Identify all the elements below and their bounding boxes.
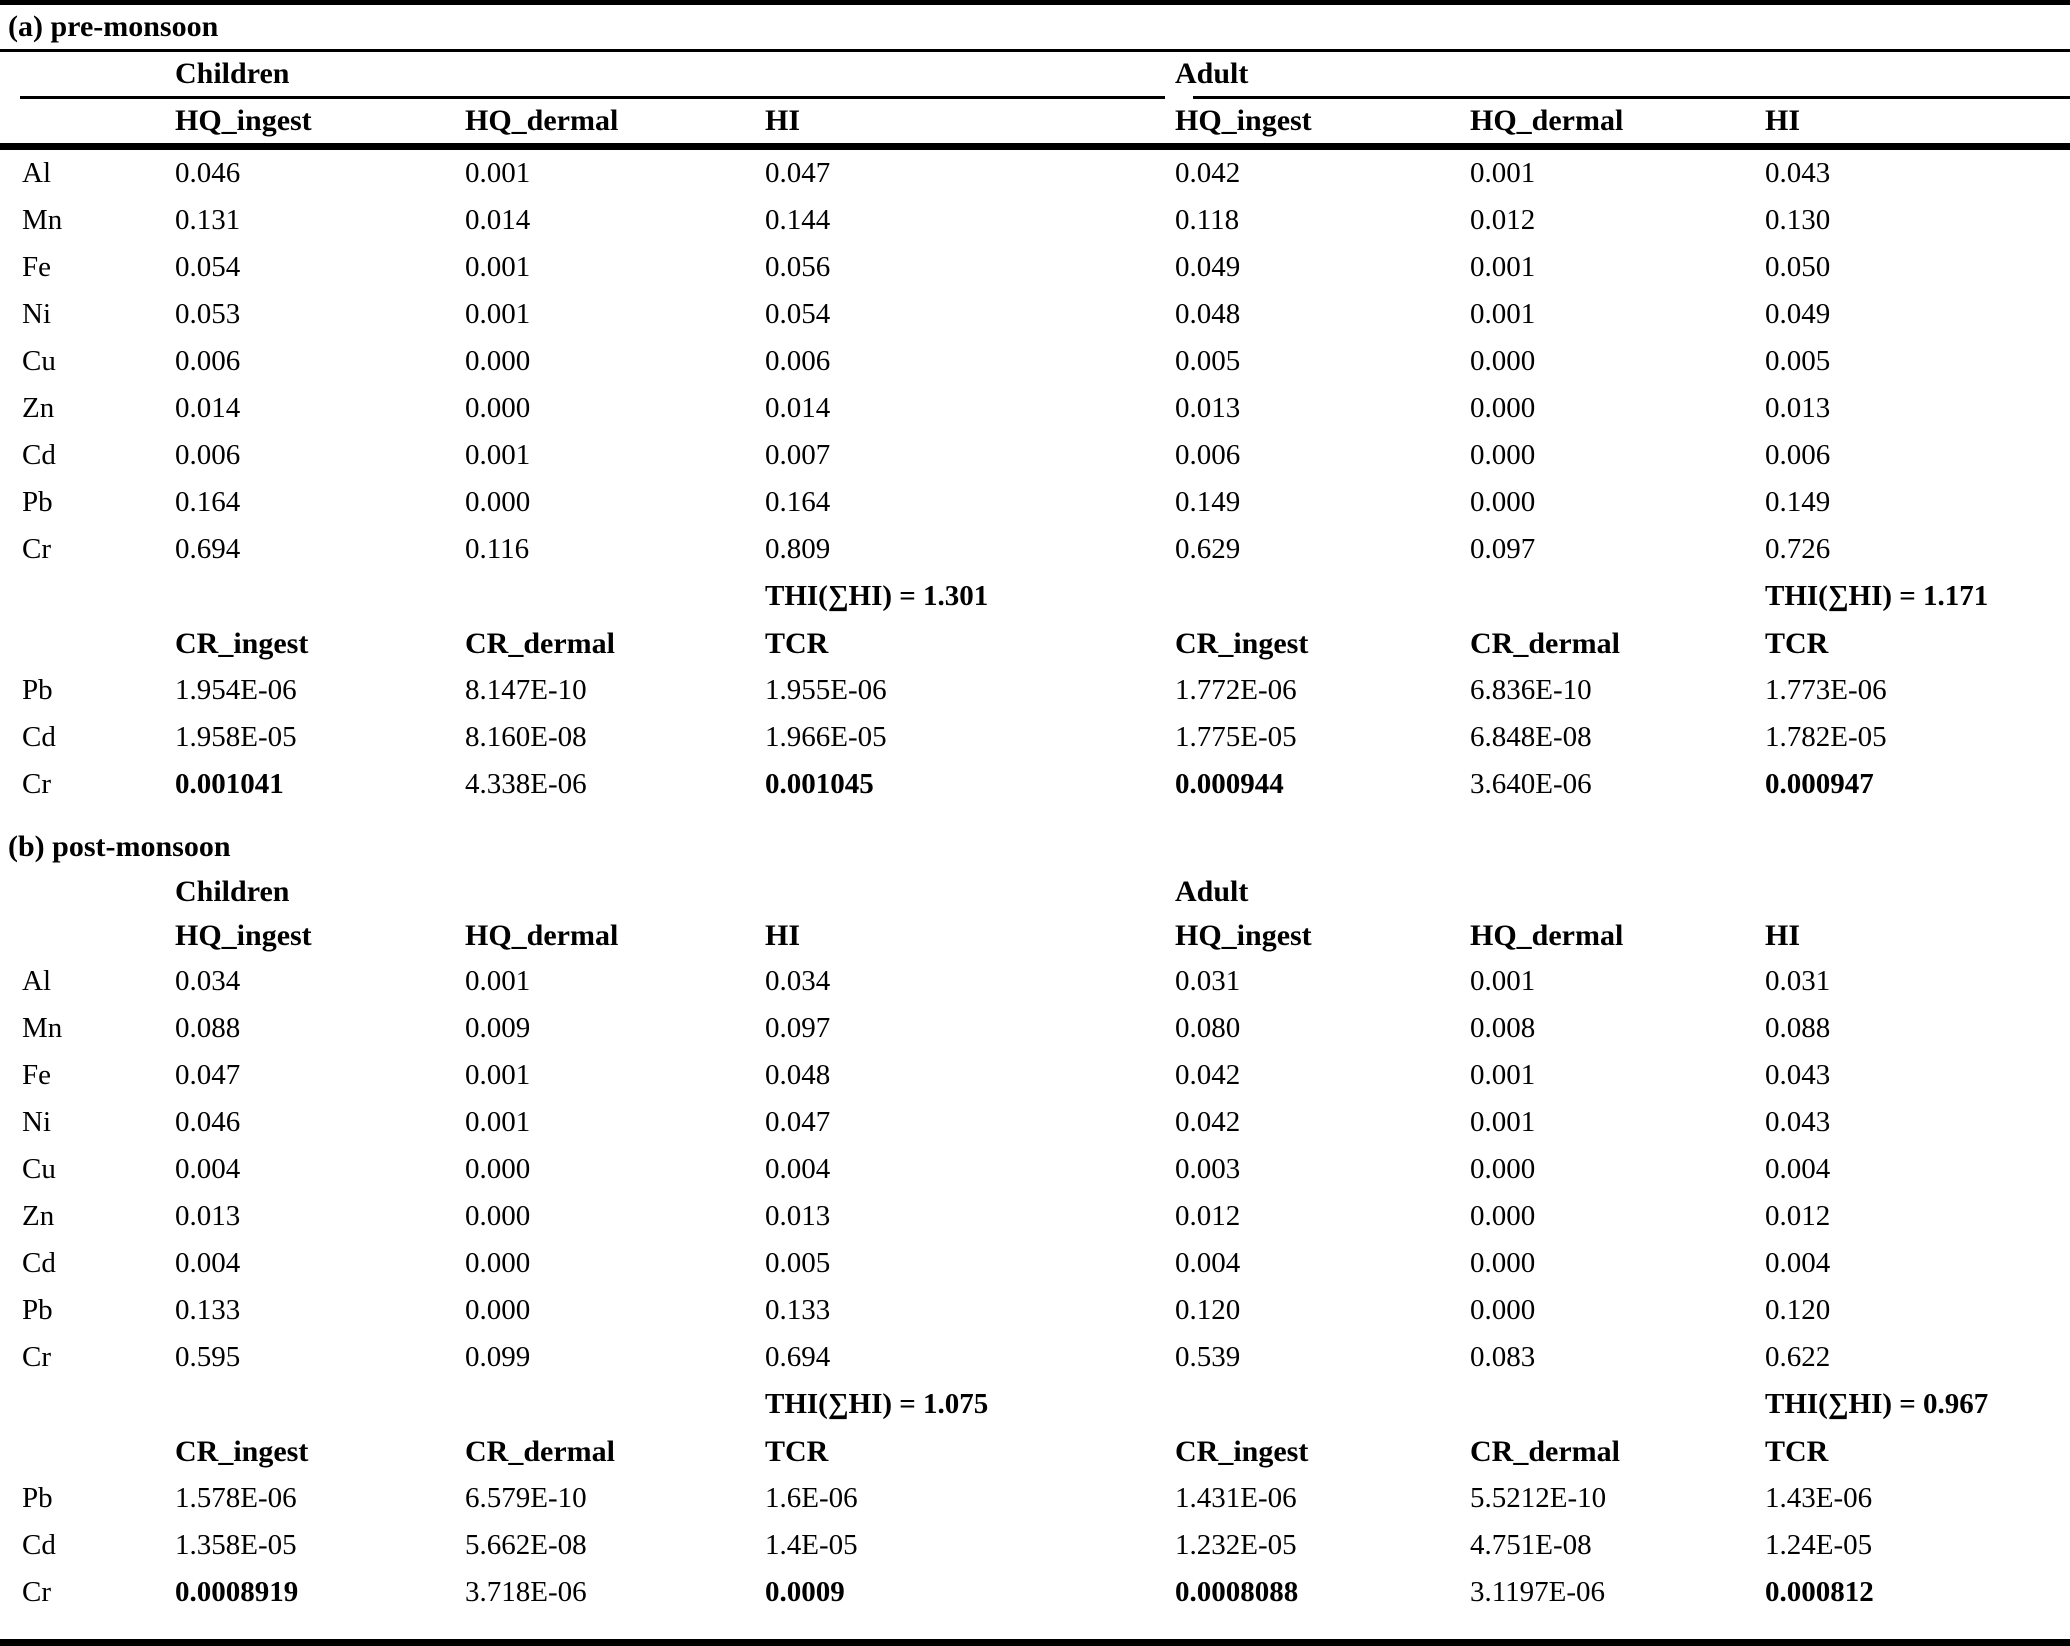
value-cell: 4.338E-06 — [465, 768, 587, 800]
value-cell: 0.000812 — [1765, 1576, 1874, 1608]
element-label: Al — [22, 157, 51, 189]
section-b-cr-rows — [0, 1475, 2070, 1616]
value-cell: 0.049 — [1765, 298, 1831, 330]
value-cell: 0.120 — [1765, 1294, 1831, 1326]
value-cell: 0.116 — [465, 533, 530, 565]
element-label: Cu — [22, 345, 56, 377]
adult-group-label: Adult — [1175, 875, 1249, 908]
column-header: TCR — [765, 627, 829, 660]
element-label: Cr — [22, 1576, 51, 1608]
table-row — [0, 1475, 2070, 1522]
value-cell: 1.358E-05 — [175, 1529, 297, 1561]
children-spanner-rule — [20, 96, 1165, 99]
value-cell: 0.053 — [175, 298, 241, 330]
value-cell: 0.726 — [1765, 533, 1831, 565]
value-cell: 0.000 — [1470, 1294, 1536, 1326]
value-cell: 0.004 — [175, 1247, 241, 1279]
value-cell: 1.955E-06 — [765, 674, 887, 706]
group-spanner-rules — [0, 96, 2070, 99]
value-cell: 1.782E-05 — [1765, 721, 1887, 753]
value-cell: 0.001 — [465, 965, 531, 997]
element-label: Fe — [22, 251, 51, 283]
column-header: HQ_ingest — [1175, 919, 1312, 952]
value-cell: 0.031 — [1175, 965, 1241, 997]
value-cell: 0.088 — [175, 1012, 241, 1044]
section-b-hq-rows — [0, 958, 2070, 1381]
column-header: HQ_dermal — [1470, 919, 1624, 952]
element-label: Ni — [22, 1106, 51, 1138]
value-cell: 0.048 — [1175, 298, 1241, 330]
table-row — [0, 958, 2070, 1005]
value-cell: 0.000 — [465, 1247, 531, 1279]
value-cell: 6.836E-10 — [1470, 674, 1592, 706]
value-cell: 0.004 — [175, 1153, 241, 1185]
element-label: Cu — [22, 1153, 56, 1185]
value-cell: 0.005 — [1765, 345, 1831, 377]
value-cell: 0.000 — [1470, 1247, 1536, 1279]
value-cell: 0.809 — [765, 533, 831, 565]
value-cell: 0.539 — [1175, 1341, 1241, 1373]
value-cell: 0.013 — [175, 1200, 241, 1232]
value-cell: 0.130 — [1765, 204, 1831, 236]
section-b-group-header-row — [0, 870, 2070, 914]
element-label: Pb — [22, 1482, 53, 1514]
table-row — [0, 1193, 2070, 1240]
column-header: CR_ingest — [175, 1435, 309, 1468]
value-cell: 1.775E-05 — [1175, 721, 1297, 753]
column-header: CR_dermal — [465, 1435, 615, 1468]
value-cell: 0.006 — [1765, 439, 1831, 471]
column-header: CR_dermal — [465, 627, 615, 660]
column-header: HQ_dermal — [465, 104, 619, 137]
value-cell: 0.005 — [765, 1247, 831, 1279]
value-cell: 5.5212E-10 — [1470, 1482, 1607, 1514]
column-header: HI — [1765, 919, 1801, 952]
value-cell: 0.629 — [1175, 533, 1241, 565]
value-cell: 1.966E-05 — [765, 721, 887, 753]
value-cell: 0.000 — [465, 1200, 531, 1232]
value-cell: 0.043 — [1765, 1059, 1831, 1091]
value-cell: 0.046 — [175, 157, 241, 189]
table-row — [0, 1240, 2070, 1287]
children-group-label: Children — [175, 875, 290, 908]
element-label: Cr — [22, 533, 51, 565]
value-cell: 3.640E-06 — [1470, 768, 1592, 800]
value-cell: 0.097 — [765, 1012, 831, 1044]
value-cell: 0.080 — [1175, 1012, 1241, 1044]
value-cell: 0.012 — [1470, 204, 1536, 236]
table-row — [0, 385, 2070, 432]
column-header: CR_dermal — [1470, 1435, 1620, 1468]
value-cell: 0.0008088 — [1175, 1576, 1299, 1608]
column-header: HI — [765, 104, 801, 137]
thi-adult-value: THI(∑HI) = 1.171 — [1765, 580, 1989, 612]
value-cell: 1.954E-06 — [175, 674, 297, 706]
section-a-hq-rows — [0, 150, 2070, 573]
value-cell: 0.013 — [1175, 392, 1241, 424]
value-cell: 5.662E-08 — [465, 1529, 587, 1561]
section-a-group-header-row — [0, 52, 2070, 96]
value-cell: 0.049 — [1175, 251, 1241, 283]
value-cell: 0.043 — [1765, 1106, 1831, 1138]
section-b-hq-header-row — [0, 914, 2070, 958]
column-header: HQ_ingest — [175, 919, 312, 952]
value-cell: 0.000 — [1470, 1153, 1536, 1185]
element-label: Mn — [22, 1012, 63, 1044]
value-cell: 0.014 — [765, 392, 831, 424]
value-cell: 0.007 — [765, 439, 831, 471]
value-cell: 0.000 — [1470, 486, 1536, 518]
column-header: HQ_ingest — [1175, 104, 1312, 137]
element-label: Cd — [22, 439, 56, 471]
value-cell: 0.622 — [1765, 1341, 1831, 1373]
table-row — [0, 714, 2070, 761]
column-header: TCR — [1765, 627, 1829, 660]
table-row — [0, 1287, 2070, 1334]
column-header: CR_dermal — [1470, 627, 1620, 660]
table-row — [0, 526, 2070, 573]
element-label: Fe — [22, 1059, 51, 1091]
value-cell: 0.133 — [765, 1294, 831, 1326]
value-cell: 1.958E-05 — [175, 721, 297, 753]
value-cell: 0.047 — [765, 157, 831, 189]
value-cell: 0.088 — [1765, 1012, 1831, 1044]
value-cell: 6.579E-10 — [465, 1482, 587, 1514]
value-cell: 0.050 — [1765, 251, 1831, 283]
thi-children-value: THI(∑HI) = 1.075 — [765, 1388, 989, 1420]
value-cell: 0.001 — [465, 1059, 531, 1091]
value-cell: 0.144 — [765, 204, 831, 236]
value-cell: 0.012 — [1175, 1200, 1241, 1232]
value-cell: 4.751E-08 — [1470, 1529, 1592, 1561]
table-row — [0, 667, 2070, 714]
value-cell: 0.000 — [465, 1153, 531, 1185]
element-label: Zn — [22, 1200, 55, 1232]
value-cell: 0.034 — [765, 965, 831, 997]
section-b-thi-row — [0, 1381, 2070, 1428]
value-cell: 0.034 — [175, 965, 241, 997]
value-cell: 1.431E-06 — [1175, 1482, 1297, 1514]
value-cell: 0.004 — [1175, 1247, 1241, 1279]
value-cell: 0.164 — [175, 486, 241, 518]
value-cell: 0.001 — [465, 157, 531, 189]
value-cell: 1.578E-06 — [175, 1482, 297, 1514]
value-cell: 1.773E-06 — [1765, 674, 1887, 706]
value-cell: 1.232E-05 — [1175, 1529, 1297, 1561]
table-row — [0, 432, 2070, 479]
value-cell: 0.003 — [1175, 1153, 1241, 1185]
table-row — [0, 1146, 2070, 1193]
value-cell: 0.004 — [765, 1153, 831, 1185]
value-cell: 0.000 — [465, 345, 531, 377]
value-cell: 0.131 — [175, 204, 241, 236]
value-cell: 3.718E-06 — [465, 1576, 587, 1608]
table-row — [0, 1005, 2070, 1052]
table-row — [0, 291, 2070, 338]
section-a-cr-rows — [0, 667, 2070, 808]
value-cell: 0.0009 — [765, 1576, 845, 1608]
value-cell: 1.772E-06 — [1175, 674, 1297, 706]
value-cell: 0.164 — [765, 486, 831, 518]
column-header: HQ_ingest — [175, 104, 312, 137]
table-bottom-rule — [0, 1639, 2070, 1646]
value-cell: 0.001 — [1470, 965, 1536, 997]
value-cell: 0.048 — [765, 1059, 831, 1091]
value-cell: 0.083 — [1470, 1341, 1536, 1373]
thi-adult-value: THI(∑HI) = 0.967 — [1765, 1388, 1989, 1420]
value-cell: 0.118 — [1175, 204, 1240, 236]
value-cell: 0.014 — [465, 204, 531, 236]
table-row — [0, 1522, 2070, 1569]
element-label: Zn — [22, 392, 55, 424]
value-cell: 0.000 — [1470, 392, 1536, 424]
value-cell: 0.047 — [175, 1059, 241, 1091]
children-group-label: Children — [175, 57, 290, 90]
value-cell: 0.006 — [765, 345, 831, 377]
section-a-cr-header-row — [0, 620, 2070, 667]
column-header: HQ_dermal — [465, 919, 619, 952]
value-cell: 0.043 — [1765, 157, 1831, 189]
value-cell: 0.133 — [175, 1294, 241, 1326]
column-header: HI — [765, 919, 801, 952]
value-cell: 0.001 — [1470, 298, 1536, 330]
value-cell: 0.595 — [175, 1341, 241, 1373]
value-cell: 0.006 — [175, 439, 241, 471]
section-a-hq-header-row — [0, 99, 2070, 143]
value-cell: 0.054 — [765, 298, 831, 330]
value-cell: 0.001 — [465, 298, 531, 330]
element-label: Al — [22, 965, 51, 997]
value-cell: 0.008 — [1470, 1012, 1536, 1044]
table-row — [0, 1334, 2070, 1381]
element-label: Pb — [22, 1294, 53, 1326]
value-cell: 0.004 — [1765, 1247, 1831, 1279]
element-label: Ni — [22, 298, 51, 330]
value-cell: 1.6E-06 — [765, 1482, 858, 1514]
element-label: Cr — [22, 768, 51, 800]
value-cell: 0.046 — [175, 1106, 241, 1138]
value-cell: 0.000 — [465, 392, 531, 424]
column-header: CR_ingest — [1175, 627, 1309, 660]
table-row — [0, 1099, 2070, 1146]
value-cell: 0.006 — [175, 345, 241, 377]
value-cell: 0.006 — [1175, 439, 1241, 471]
table-row — [0, 197, 2070, 244]
value-cell: 0.001 — [465, 251, 531, 283]
value-cell: 1.43E-06 — [1765, 1482, 1873, 1514]
table-row — [0, 244, 2070, 291]
value-cell: 0.047 — [765, 1106, 831, 1138]
header-rule — [0, 143, 2070, 150]
element-label: Pb — [22, 486, 53, 518]
value-cell: 3.1197E-06 — [1470, 1576, 1606, 1608]
value-cell: 0.000 — [465, 1294, 531, 1326]
value-cell: 0.001 — [1470, 1106, 1536, 1138]
value-cell: 0.005 — [1175, 345, 1241, 377]
value-cell: 1.24E-05 — [1765, 1529, 1873, 1561]
section-b-cr-header-row — [0, 1428, 2070, 1475]
value-cell: 0.000947 — [1765, 768, 1874, 800]
value-cell: 0.054 — [175, 251, 241, 283]
value-cell: 0.000 — [1470, 439, 1536, 471]
section-b-title: (b) post-monsoon — [8, 830, 231, 863]
table-row — [0, 338, 2070, 385]
value-cell: 0.149 — [1175, 486, 1241, 518]
table-row — [0, 1569, 2070, 1616]
table-row — [0, 1052, 2070, 1099]
value-cell: 8.147E-10 — [465, 674, 587, 706]
value-cell: 0.000 — [465, 486, 531, 518]
value-cell: 0.042 — [1175, 1106, 1241, 1138]
element-label: Mn — [22, 204, 63, 236]
value-cell: 0.001 — [465, 439, 531, 471]
value-cell: 0.009 — [465, 1012, 531, 1044]
value-cell: 0.694 — [765, 1341, 831, 1373]
table-row — [0, 761, 2070, 808]
value-cell: 0.000 — [1470, 345, 1536, 377]
adult-group-label: Adult — [1175, 57, 1249, 90]
value-cell: 0.014 — [175, 392, 241, 424]
section-a-thi-row — [0, 573, 2070, 620]
value-cell: 0.013 — [1765, 392, 1831, 424]
element-label: Pb — [22, 674, 53, 706]
value-cell: 0.012 — [1765, 1200, 1831, 1232]
value-cell: 6.848E-08 — [1470, 721, 1592, 753]
column-header: HI — [1765, 104, 1801, 137]
value-cell: 0.120 — [1175, 1294, 1241, 1326]
value-cell: 0.031 — [1765, 965, 1831, 997]
thi-children-value: THI(∑HI) = 1.301 — [765, 580, 989, 612]
table-row — [0, 150, 2070, 197]
column-header: HQ_dermal — [1470, 104, 1624, 137]
value-cell: 0.001 — [465, 1106, 531, 1138]
value-cell: 0.000 — [1470, 1200, 1536, 1232]
value-cell: 0.099 — [465, 1341, 531, 1373]
value-cell: 0.0008919 — [175, 1576, 299, 1608]
value-cell: 1.4E-05 — [765, 1529, 858, 1561]
value-cell: 0.694 — [175, 533, 241, 565]
column-header: TCR — [1765, 1435, 1829, 1468]
value-cell: 0.001 — [1470, 251, 1536, 283]
value-cell: 0.001041 — [175, 768, 284, 800]
element-label: Cd — [22, 721, 56, 753]
value-cell: 8.160E-08 — [465, 721, 587, 753]
element-label: Cd — [22, 1247, 56, 1279]
table-row — [0, 479, 2070, 526]
value-cell: 0.013 — [765, 1200, 831, 1232]
value-cell: 0.004 — [1765, 1153, 1831, 1185]
value-cell: 0.000944 — [1175, 768, 1284, 800]
element-label: Cd — [22, 1529, 56, 1561]
adult-spanner-rule — [1193, 96, 2070, 99]
value-cell: 0.001 — [1470, 1059, 1536, 1091]
value-cell: 0.149 — [1765, 486, 1831, 518]
value-cell: 0.042 — [1175, 157, 1241, 189]
value-cell: 0.097 — [1470, 533, 1536, 565]
value-cell: 0.001045 — [765, 768, 874, 800]
element-label: Cr — [22, 1341, 51, 1373]
value-cell: 0.042 — [1175, 1059, 1241, 1091]
section-a-title: (a) pre-monsoon — [8, 10, 219, 43]
column-header: CR_ingest — [175, 627, 309, 660]
column-header: CR_ingest — [1175, 1435, 1309, 1468]
value-cell: 0.001 — [1470, 157, 1536, 189]
value-cell: 0.056 — [765, 251, 831, 283]
column-header: TCR — [765, 1435, 829, 1468]
